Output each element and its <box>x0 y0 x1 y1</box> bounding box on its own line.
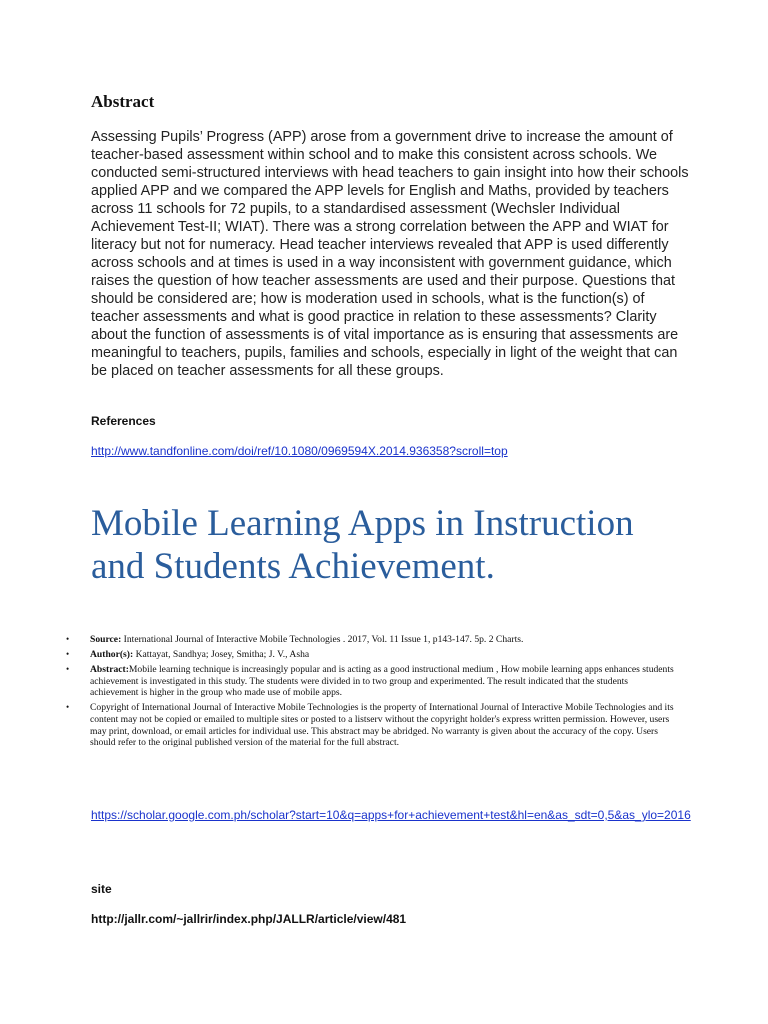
authors-text: Kattayat, Sandhya; Josey, Smitha; J. V., Asha <box>133 649 310 661</box>
abstract-body: Assessing Pupils’ Progress (APP) arose from a government drive to increase the amount of teacher-based assessment within school and to make this consistent across schools. We conducted semi-structured interviews with head teachers to gain insight into how their schools applied APP and we compared the APP levels for English and Maths, provided by teachers across 11 schools for 72 pupils, to a standardised assessment (Wechsler Individual Achievement Test-II; WIAT). There was a strong correlation between the APP and WIAT for literacy but not for numeracy. Head teacher interviews revealed that APP is used differently across schools and at times is used in a way inconsistent with government guidance, which raises the question of how teacher assessments are used and their purpose. Questions that should be considered are; how is moderation used in schools, what is the function(s) of teacher assessments and what is good practice in relation to these assessments? Clarity about the function of assessments is of vital importance as is ensuring that assessments are meaningful to teachers, pupils, families and schools, especially in light of the weight that can be placed on teacher assessments for all these groups. <box>91 129 689 379</box>
list-item-copyright <box>64 702 674 748</box>
article-details-list <box>64 634 674 752</box>
list-item-authors <box>64 649 674 661</box>
references-heading: References <box>91 414 156 428</box>
bullet-icon: • <box>66 664 70 675</box>
abstract-heading: Abstract <box>91 92 155 111</box>
bullet-icon: • <box>66 649 70 660</box>
copyright-text: Copyright of International Journal of Interactive Mobile Technologies is the property of International Journal of Interactive Mobile Technologies and its content may not be copied or emailed to multiple sites or posted to a listserv without the copyright holder's express written permission. However, users may print, download, or email articles for individual use. This abstract may be abridged. No warranty is given about the accuracy of the copy. Users should refer to the original published version of the material for the full abstract. <box>90 702 674 749</box>
list-item-source <box>64 634 674 646</box>
site-url: http://jallr.com/~jallrir/index.php/JALLR/article/view/481 <box>91 912 407 926</box>
site-heading: site <box>91 882 112 896</box>
source-label: Source: <box>90 634 122 645</box>
scholar-link[interactable]: https://scholar.google.com.ph/scholar?start=10&q=apps+for+achievement+test&hl=en&as_sdt=0,5&as_ylo=2016 <box>91 808 691 822</box>
list-item-abstract <box>64 664 674 699</box>
authors-label: Author(s): <box>90 649 134 661</box>
abstract-text: Mobile learning technique is increasingly popular and is acting as a good instructional medium , How mobile learning apps enhances students achievement is investigated in this study. The students were divided in to two group and experimented. The result indicated that the students achievement is higher in the group who made use of mobile apps. <box>90 664 674 699</box>
bullet-icon: • <box>66 634 70 644</box>
article-title: Mobile Learning Apps in Instruction and Students Achievement. <box>91 503 634 587</box>
reference-link[interactable]: http://www.tandfonline.com/doi/ref/10.1080/0969594X.2014.936358?scroll=top <box>91 444 508 458</box>
source-text: International Journal of Interactive Mobile Technologies . 2017, Vol. 11 Issue 1, p143-147. 5p. 2 Charts. <box>121 634 524 645</box>
bullet-icon: • <box>66 702 70 713</box>
abstract-label: Abstract: <box>90 664 129 676</box>
